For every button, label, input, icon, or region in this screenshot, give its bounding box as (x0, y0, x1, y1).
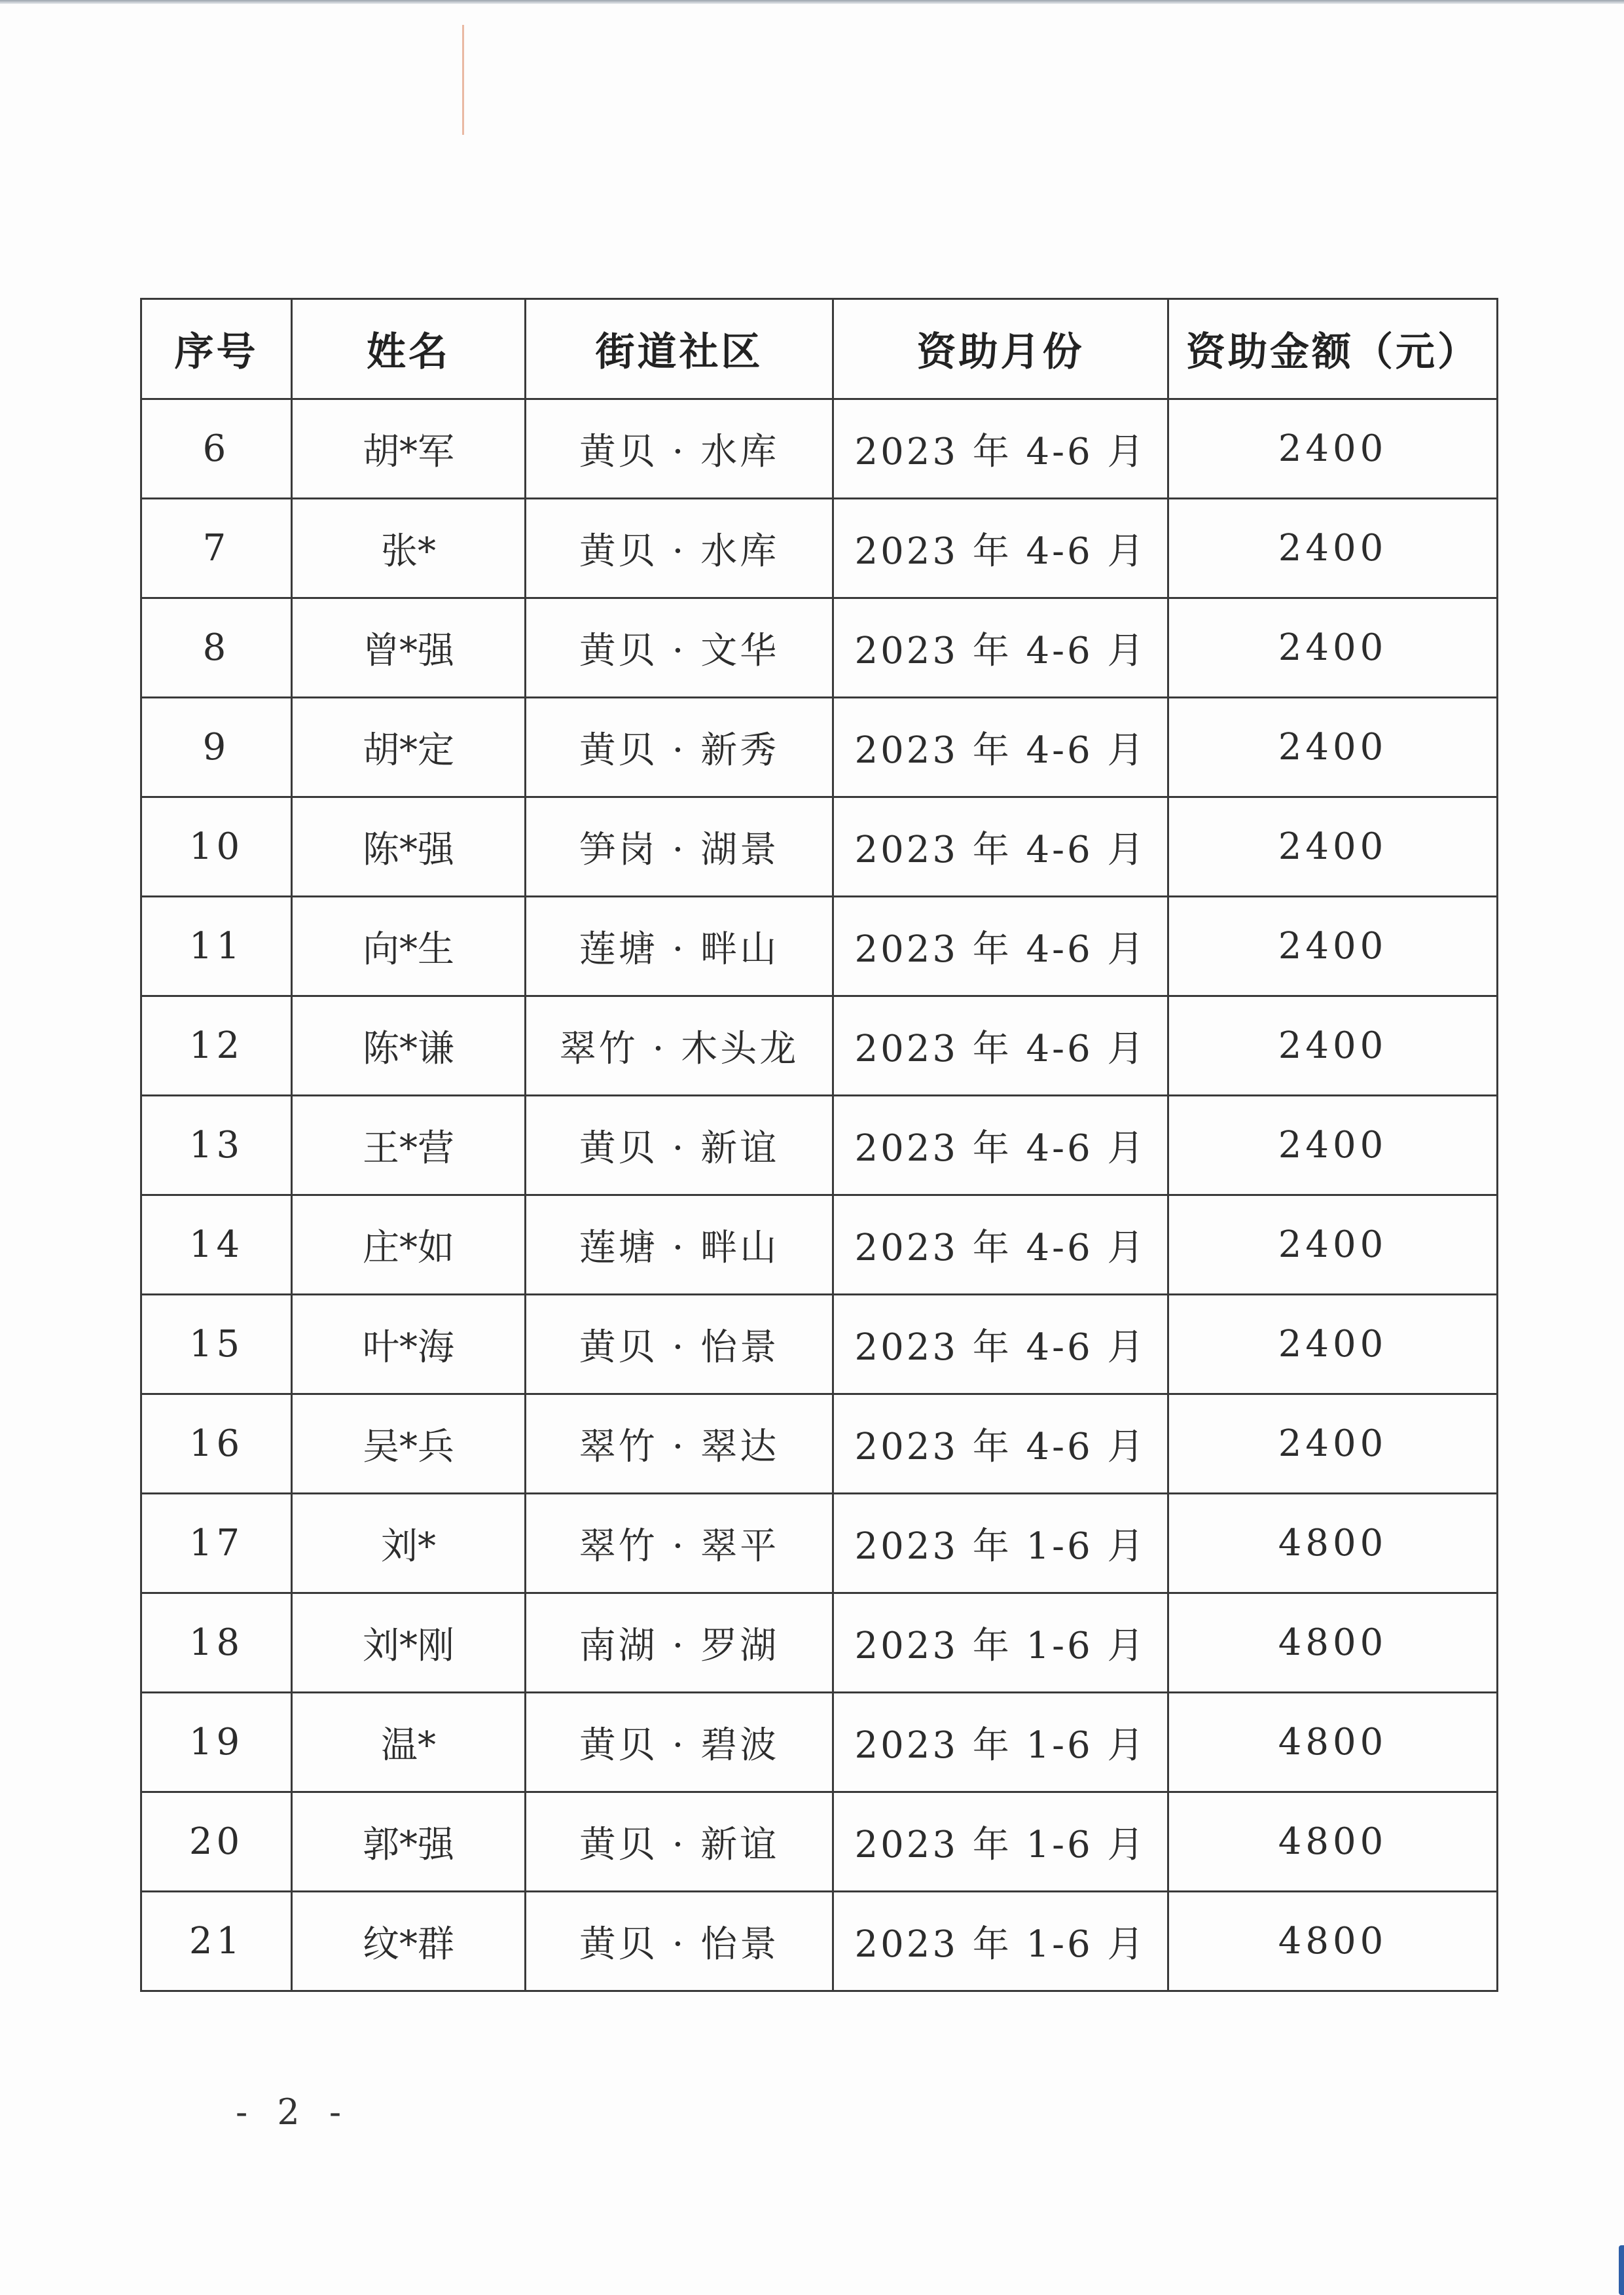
cell-subsidy-months: 2023 年 1-6 月 (833, 1693, 1168, 1792)
cell-subsidy-amount: 2400 (1168, 897, 1498, 996)
table-row (141, 797, 1498, 897)
header-subsidy-amount: 资助金额（元） (1168, 299, 1498, 399)
cell-name: 郭*强 (292, 1792, 526, 1892)
cell-name: 胡*定 (292, 698, 526, 797)
table-row (141, 1394, 1498, 1494)
cell-subsidy-amount: 2400 (1168, 1295, 1498, 1394)
cell-subsidy-amount: 2400 (1168, 996, 1498, 1096)
cell-name: 庄*如 (292, 1195, 526, 1295)
table-row (141, 1195, 1498, 1295)
cell-subsidy-months: 2023 年 1-6 月 (833, 1593, 1168, 1693)
cell-street-community: 翠竹 · 木头龙 (526, 996, 833, 1096)
table-row (141, 598, 1498, 698)
header-serial-number: 序号 (141, 299, 292, 399)
header-subsidy-months: 资助月份 (833, 299, 1168, 399)
cell-subsidy-amount: 2400 (1168, 598, 1498, 698)
scan-edge-top (0, 0, 1624, 4)
cell-street-community: 笋岗 · 湖景 (526, 797, 833, 897)
cell-subsidy-months: 2023 年 4-6 月 (833, 1295, 1168, 1394)
cell-name: 陈*谦 (292, 996, 526, 1096)
cell-name: 刘* (292, 1494, 526, 1593)
cell-subsidy-months: 2023 年 4-6 月 (833, 897, 1168, 996)
cell-subsidy-amount: 2400 (1168, 499, 1498, 598)
cell-serial-number: 7 (141, 499, 292, 598)
cell-subsidy-months: 2023 年 4-6 月 (833, 1394, 1168, 1494)
cell-serial-number: 11 (141, 897, 292, 996)
cell-serial-number: 8 (141, 598, 292, 698)
cell-subsidy-amount: 4800 (1168, 1593, 1498, 1693)
cell-subsidy-amount: 2400 (1168, 1096, 1498, 1195)
table-row (141, 1096, 1498, 1195)
margin-mark (462, 25, 464, 135)
cell-serial-number: 15 (141, 1295, 292, 1394)
table-row (141, 1295, 1498, 1394)
cell-street-community: 翠竹 · 翠达 (526, 1394, 833, 1494)
cell-subsidy-amount: 2400 (1168, 1195, 1498, 1295)
cell-subsidy-months: 2023 年 4-6 月 (833, 598, 1168, 698)
cell-serial-number: 14 (141, 1195, 292, 1295)
table-row (141, 897, 1498, 996)
cell-subsidy-amount: 2400 (1168, 399, 1498, 499)
cell-name: 吴*兵 (292, 1394, 526, 1494)
cell-subsidy-amount: 4800 (1168, 1892, 1498, 1991)
cell-street-community: 黄贝 · 水库 (526, 499, 833, 598)
cell-name: 王*营 (292, 1096, 526, 1195)
cell-subsidy-amount: 4800 (1168, 1494, 1498, 1593)
table-row (141, 1892, 1498, 1991)
table-row (141, 499, 1498, 598)
cell-street-community: 莲塘 · 畔山 (526, 1195, 833, 1295)
cell-name: 胡*军 (292, 399, 526, 499)
cell-subsidy-amount: 2400 (1168, 1394, 1498, 1494)
header-row (141, 299, 1498, 399)
cell-name: 曾*强 (292, 598, 526, 698)
cell-street-community: 莲塘 · 畔山 (526, 897, 833, 996)
cell-street-community: 黄贝 · 碧波 (526, 1693, 833, 1792)
cell-name: 温* (292, 1693, 526, 1792)
cell-subsidy-amount: 4800 (1168, 1792, 1498, 1892)
cell-street-community: 黄贝 · 新谊 (526, 1792, 833, 1892)
cell-street-community: 黄贝 · 新谊 (526, 1096, 833, 1195)
cell-name: 向*生 (292, 897, 526, 996)
cell-street-community: 黄贝 · 新秀 (526, 698, 833, 797)
cell-serial-number: 16 (141, 1394, 292, 1494)
table-row (141, 698, 1498, 797)
cell-serial-number: 21 (141, 1892, 292, 1991)
cell-subsidy-months: 2023 年 1-6 月 (833, 1494, 1168, 1593)
cell-name: 叶*海 (292, 1295, 526, 1394)
cell-serial-number: 6 (141, 399, 292, 499)
table-row (141, 996, 1498, 1096)
cell-subsidy-months: 2023 年 4-6 月 (833, 499, 1168, 598)
table-body (141, 399, 1498, 1991)
cell-street-community: 黄贝 · 文华 (526, 598, 833, 698)
cell-name: 张* (292, 499, 526, 598)
cell-subsidy-months: 2023 年 1-6 月 (833, 1792, 1168, 1892)
cell-serial-number: 9 (141, 698, 292, 797)
cell-street-community: 翠竹 · 翠平 (526, 1494, 833, 1593)
cell-serial-number: 10 (141, 797, 292, 897)
table-row (141, 1792, 1498, 1892)
cell-name: 刘*刚 (292, 1593, 526, 1693)
cell-subsidy-months: 2023 年 4-6 月 (833, 1096, 1168, 1195)
cell-subsidy-months: 2023 年 4-6 月 (833, 797, 1168, 897)
cell-subsidy-amount: 2400 (1168, 698, 1498, 797)
cell-subsidy-months: 2023 年 4-6 月 (833, 698, 1168, 797)
cell-serial-number: 19 (141, 1693, 292, 1792)
cell-street-community: 黄贝 · 怡景 (526, 1892, 833, 1991)
cell-subsidy-amount: 2400 (1168, 797, 1498, 897)
table-row (141, 1593, 1498, 1693)
table-row (141, 1693, 1498, 1792)
subsidy-table (140, 298, 1498, 1992)
cell-serial-number: 18 (141, 1593, 292, 1693)
cell-subsidy-months: 2023 年 4-6 月 (833, 996, 1168, 1096)
header-name: 姓名 (292, 299, 526, 399)
cell-serial-number: 20 (141, 1792, 292, 1892)
cell-street-community: 黄贝 · 怡景 (526, 1295, 833, 1394)
cell-subsidy-amount: 4800 (1168, 1693, 1498, 1792)
cell-street-community: 黄贝 · 水库 (526, 399, 833, 499)
cell-name: 陈*强 (292, 797, 526, 897)
cell-name: 纹*群 (292, 1892, 526, 1991)
table-row (141, 1494, 1498, 1593)
cell-serial-number: 12 (141, 996, 292, 1096)
header-street-community: 街道社区 (526, 299, 833, 399)
cell-subsidy-months: 2023 年 4-6 月 (833, 399, 1168, 499)
cell-serial-number: 17 (141, 1494, 292, 1593)
cell-subsidy-months: 2023 年 1-6 月 (833, 1892, 1168, 1991)
table-header (141, 299, 1498, 399)
cell-street-community: 南湖 · 罗湖 (526, 1593, 833, 1693)
table-row (141, 399, 1498, 499)
scan-edge-right (1619, 2245, 1624, 2295)
cell-serial-number: 13 (141, 1096, 292, 1195)
cell-subsidy-months: 2023 年 4-6 月 (833, 1195, 1168, 1295)
page-number: - 2 - (236, 2091, 351, 2133)
